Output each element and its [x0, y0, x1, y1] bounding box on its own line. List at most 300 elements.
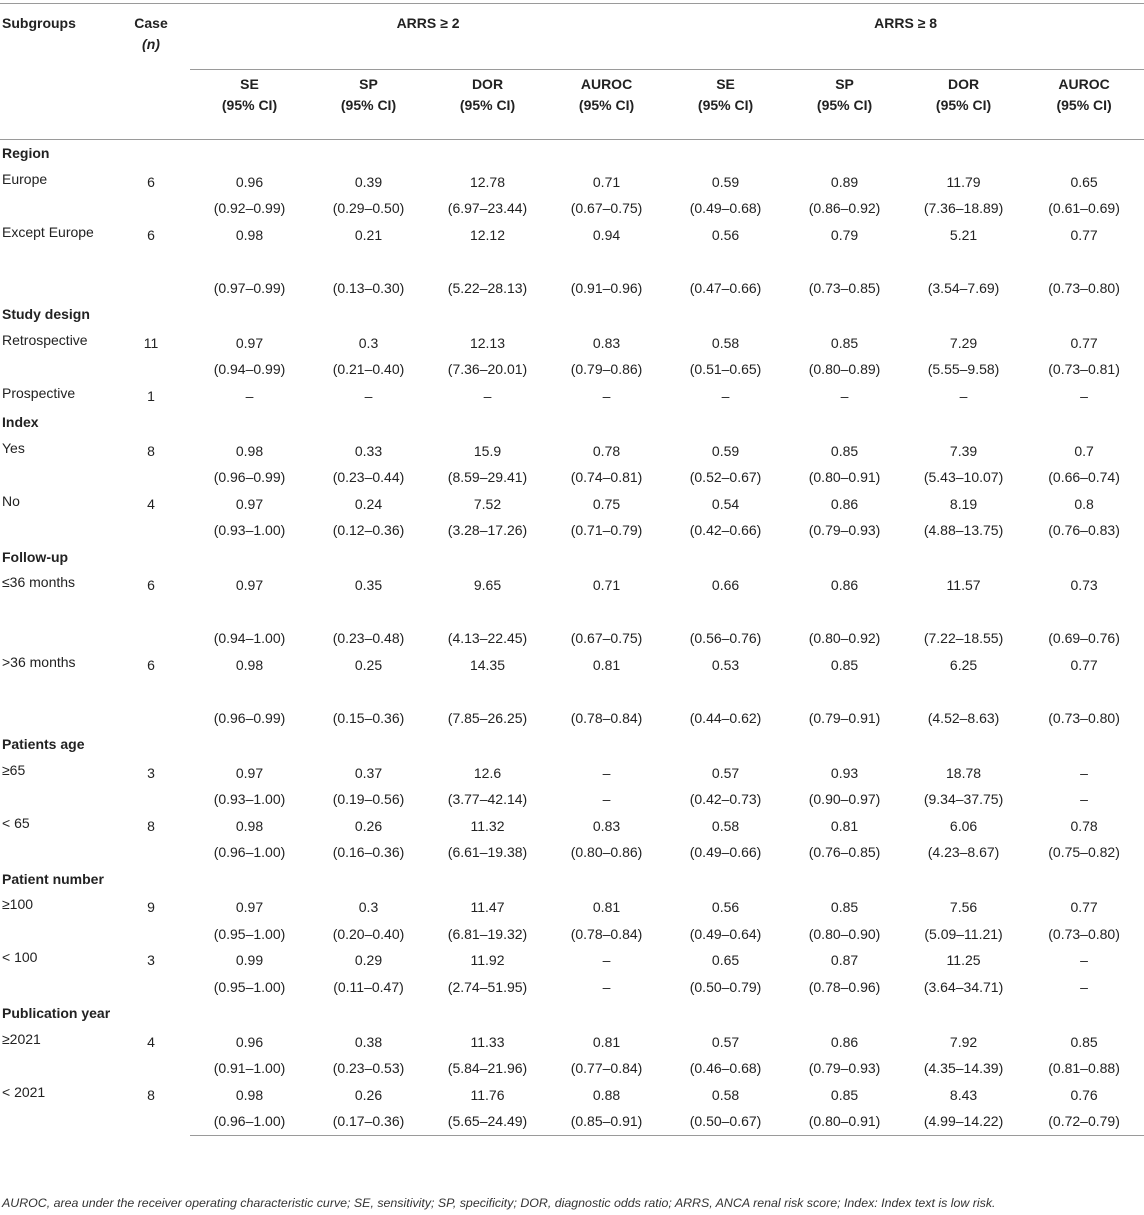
table-row [0, 813, 1144, 840]
header-metric-auroc-2 [1023, 70, 1144, 140]
ci-cell: (0.73–0.80) [1048, 709, 1120, 726]
value-cell: 0.96 [235, 173, 264, 190]
spacer-cell [785, 678, 904, 705]
section-spacer [112, 301, 1144, 330]
ci-cell: (6.81–19.32) [447, 925, 528, 942]
ci-cell: (5.84–21.96) [447, 1060, 528, 1076]
value-cell: 0.97 [235, 764, 264, 781]
spacer-cell [309, 248, 428, 275]
spacer-cell [1023, 248, 1144, 275]
ci-cell: (0.49–0.66) [689, 844, 762, 860]
ci-cell: (0.71–0.79) [570, 522, 643, 538]
ci-cell: (0.73–0.80) [1048, 279, 1120, 296]
value-cell: 0.65 [711, 952, 740, 968]
table-body [0, 140, 1144, 1136]
row-label: < 65 [2, 814, 30, 831]
value-cell: 0.97 [235, 495, 264, 512]
value-cell: 0.97 [235, 577, 264, 593]
row-case: 3 [147, 764, 155, 781]
value-cell: 0.88 [592, 1086, 621, 1103]
row-case: 8 [147, 442, 155, 459]
ci-cell: (5.65–24.49) [428, 1108, 547, 1135]
value-cell: 0.81 [592, 899, 621, 915]
value-cell: 0.79 [830, 226, 859, 243]
value-cell: 18.78 [946, 764, 982, 781]
header-metric-se-2 [666, 70, 785, 140]
metric-ci-label: (95% CI) [1056, 97, 1112, 113]
section-spacer [112, 409, 1144, 438]
row-label: No [2, 492, 20, 509]
value-cell: – [602, 764, 611, 781]
spacer-cell [428, 599, 547, 626]
value-cell: 7.56 [949, 899, 978, 915]
ci-cell: (0.80–0.91) [808, 469, 881, 485]
ci-cell: (7.22–18.55) [923, 630, 1004, 646]
ci-cell: (0.75–0.82) [1048, 844, 1120, 860]
spacer-cell [309, 599, 428, 626]
section-label: Region [2, 145, 50, 161]
ci-cell: (3.64–34.71) [923, 978, 1004, 995]
section-label: Patients age [2, 736, 85, 752]
ci-cell: (0.78–0.84) [570, 709, 643, 726]
section-label: Patient number [2, 870, 104, 887]
table-row [0, 438, 1144, 465]
metric-ci-label: (95% CI) [578, 97, 635, 113]
value-cell: 11.57 [946, 577, 981, 593]
row-label: Retrospective [2, 331, 88, 348]
value-cell: 0.86 [830, 495, 859, 512]
metric-label: SE [240, 76, 259, 92]
spacer-cell [547, 678, 666, 705]
value-cell: 0.65 [1070, 173, 1098, 190]
spacer-cell [904, 678, 1023, 705]
value-cell: 0.3 [358, 334, 379, 351]
table-row [0, 572, 1144, 599]
value-cell: – [602, 952, 611, 968]
value-cell: – [245, 387, 254, 404]
ci-cell: (0.23–0.48) [332, 630, 405, 646]
ci-cell: (0.96–0.99) [213, 709, 286, 726]
spacer-cell [1023, 678, 1144, 705]
table-row [0, 491, 1144, 518]
table-row [0, 947, 1144, 974]
ci-cell: (0.29–0.50) [332, 200, 405, 216]
value-cell: 0.57 [711, 764, 740, 781]
row-case: 4 [147, 495, 155, 512]
section-row [0, 866, 1144, 895]
ci-cell: (0.12–0.36) [332, 522, 405, 538]
value-cell: – [602, 387, 611, 404]
section-row [0, 544, 1144, 573]
ci-cell: (0.80–0.91) [785, 1108, 904, 1135]
section-row [0, 731, 1144, 760]
metric-label: SP [835, 76, 854, 92]
ci-cell: (4.13–22.45) [447, 630, 528, 646]
ci-cell: (0.94–0.99) [213, 361, 286, 377]
row-label: < 2021 [2, 1083, 46, 1100]
ci-cell: (0.67–0.75) [570, 630, 643, 646]
spacer-cell [190, 599, 309, 626]
ci-cell: (3.28–17.26) [447, 522, 528, 538]
ci-cell: (0.50–0.79) [689, 978, 762, 995]
row-label: >36 months [2, 653, 76, 670]
value-cell: 0.83 [592, 334, 621, 351]
header-metric-auroc-1 [547, 70, 666, 140]
ci-cell: (0.44–0.62) [689, 709, 762, 726]
ci-cell: (0.73–0.85) [808, 279, 881, 296]
value-cell: 0.85 [830, 1086, 859, 1103]
value-cell: – [1080, 387, 1088, 404]
value-cell: 7.29 [949, 334, 978, 351]
ci-cell: (0.15–0.36) [332, 709, 405, 726]
row-case: 4 [147, 1033, 155, 1050]
subgroup-analysis-table [0, 3, 1144, 1136]
value-cell: 0.77 [1070, 656, 1098, 673]
section-row [0, 1000, 1144, 1029]
value-cell: 6.25 [949, 656, 978, 673]
ci-cell: (6.97–23.44) [447, 200, 528, 216]
value-cell: 0.58 [711, 334, 740, 351]
value-cell: 0.93 [830, 764, 859, 781]
ci-cell: (7.85–26.25) [447, 709, 528, 726]
value-cell: 0.81 [830, 817, 859, 834]
section-label: Index [2, 414, 39, 430]
value-cell: 0.25 [354, 656, 383, 673]
ci-cell: (5.55–9.58) [927, 361, 1000, 377]
ci-cell: (0.47–0.66) [689, 279, 762, 296]
row-case: 6 [147, 173, 155, 190]
ci-cell: (0.11–0.47) [333, 978, 404, 995]
value-cell: 0.85 [830, 334, 859, 351]
header-group-arrs8: ARRS ≥ 8 [666, 4, 1144, 70]
value-cell: 7.92 [949, 1033, 978, 1050]
ci-cell: (7.36–18.89) [923, 200, 1004, 216]
ci-cell: (4.23–8.67) [927, 844, 1000, 860]
value-cell: 0.56 [711, 899, 740, 915]
row-label: Europe [2, 170, 48, 187]
ci-cell: (0.93–1.00) [213, 791, 286, 807]
value-cell: 0.53 [711, 656, 740, 673]
value-cell: 12.12 [469, 226, 506, 243]
ci-cell: (0.95–1.00) [213, 978, 286, 995]
value-cell: 0.57 [711, 1033, 740, 1050]
value-cell: 0.26 [354, 1086, 383, 1103]
ci-cell: (0.73–0.81) [1048, 361, 1120, 377]
ci-cell: (0.93–1.00) [213, 522, 286, 538]
ci-cell: – [602, 978, 611, 995]
spacer-cell [190, 248, 309, 275]
value-cell: 0.71 [592, 173, 621, 190]
value-cell: 0.85 [1070, 1033, 1098, 1050]
spacer-cell [904, 248, 1023, 275]
value-cell: 0.85 [830, 442, 859, 459]
table-row [0, 169, 1144, 196]
table-row [0, 330, 1144, 357]
ci-cell: (0.96–0.99) [213, 469, 286, 485]
row-label: < 100 [2, 949, 38, 965]
row-label: ≥2021 [2, 1030, 41, 1047]
ci-cell: (5.09–11.21) [924, 925, 1003, 942]
value-cell: 0.58 [711, 1086, 740, 1103]
metric-label: SP [359, 76, 378, 92]
ci-cell: (0.67–0.75) [570, 200, 643, 216]
value-cell: 0.24 [354, 495, 383, 512]
value-cell: 0.81 [592, 656, 621, 673]
spacer-cell [309, 678, 428, 705]
section-row [0, 409, 1144, 438]
value-cell: – [364, 387, 373, 404]
value-cell: 0.94 [592, 226, 621, 243]
value-cell: 0.98 [235, 1086, 264, 1103]
value-cell: 6.06 [949, 817, 978, 834]
ci-cell: (5.43–10.07) [923, 469, 1004, 485]
ci-cell: (3.77–42.14) [447, 791, 528, 807]
ci-cell: (0.19–0.56) [332, 791, 405, 807]
value-cell: 0.85 [830, 899, 859, 915]
spacer-cell [785, 248, 904, 275]
section-row [0, 140, 1144, 169]
value-cell: 0.8 [1074, 495, 1094, 512]
header-metric-sp-1 [309, 70, 428, 140]
ci-cell: (7.36–20.01) [447, 361, 528, 377]
metric-label: SE [716, 76, 735, 92]
value-cell: 0.98 [235, 817, 264, 834]
ci-cell: (0.49–0.68) [689, 200, 762, 216]
header-case-n: (n) [142, 36, 160, 52]
value-cell: 8.43 [949, 1086, 978, 1103]
section-label: Publication year [2, 1005, 111, 1021]
ci-cell: (4.99–14.22) [904, 1108, 1023, 1135]
ci-cell: (0.42–0.73) [689, 791, 762, 807]
ci-cell: (0.85–0.91) [547, 1108, 666, 1135]
row-case: 6 [147, 226, 155, 243]
section-spacer [112, 731, 1144, 760]
table-row [0, 222, 1144, 249]
value-cell: 0.54 [711, 495, 740, 512]
ci-cell: (0.74–0.81) [570, 469, 643, 485]
ci-cell: (0.80–0.86) [570, 844, 643, 860]
ci-cell: (0.79–0.86) [570, 361, 643, 377]
value-cell: – [959, 387, 968, 404]
value-cell: 11.33 [470, 1033, 505, 1050]
ci-cell: (0.79–0.91) [808, 709, 881, 726]
header-subgroups: Subgroups [0, 4, 112, 140]
metric-label: DOR [947, 76, 980, 92]
ci-cell: (0.77–0.84) [570, 1060, 643, 1076]
value-cell: 0.58 [711, 817, 740, 834]
section-spacer [112, 1000, 1144, 1029]
header-group-arrs2: ARRS ≥ 2 [190, 4, 666, 70]
ci-cell: (4.35–14.39) [923, 1060, 1004, 1076]
ci-cell: (0.78–0.96) [808, 978, 881, 995]
value-cell: 0.98 [235, 226, 264, 243]
row-label: Prospective [2, 384, 76, 401]
ci-cell: – [1080, 791, 1088, 807]
value-cell: 0.75 [592, 495, 621, 512]
spacer-cell [904, 599, 1023, 626]
ci-cell: (0.69–0.76) [1048, 630, 1120, 646]
ci-cell: (6.61–19.38) [447, 844, 528, 860]
ci-cell: (0.96–1.00) [213, 844, 286, 860]
value-cell: 0.87 [830, 952, 859, 968]
value-cell: 7.52 [473, 495, 502, 512]
value-cell: 8.19 [949, 495, 978, 512]
ci-cell: (0.79–0.93) [808, 1060, 881, 1076]
ci-cell: (0.23–0.44) [332, 469, 405, 485]
ci-cell: (0.80–0.90) [808, 925, 881, 942]
value-cell: – [1080, 952, 1088, 968]
value-cell: 12.13 [469, 334, 506, 351]
spacer-cell [1023, 599, 1144, 626]
ci-cell: (0.92–0.99) [213, 200, 286, 216]
ci-cell: (0.81–0.88) [1048, 1060, 1120, 1076]
section-label: Follow-up [2, 548, 69, 565]
table-row [0, 894, 1144, 921]
row-label: Except Europe [2, 223, 94, 240]
ci-cell: (0.61–0.69) [1048, 200, 1120, 216]
ci-cell: (4.52–8.63) [927, 709, 1000, 726]
ci-cell: (0.80–0.89) [808, 361, 881, 377]
table-row [0, 652, 1144, 679]
header-metric-sp-2 [785, 70, 904, 140]
ci-cell: (3.54–7.69) [927, 279, 1000, 296]
value-cell: 0.59 [711, 442, 740, 459]
value-cell: 0.7 [1074, 442, 1094, 459]
ci-cell: (0.91–0.96) [570, 279, 643, 296]
metric-label: DOR [471, 76, 504, 92]
row-label: Yes [2, 439, 25, 456]
value-cell: 0.29 [354, 952, 383, 968]
value-cell: 0.21 [354, 226, 383, 243]
spacer-cell [547, 248, 666, 275]
header-case-label: Case [134, 15, 168, 31]
value-cell: 7.39 [949, 442, 978, 459]
value-cell: 0.56 [711, 226, 740, 243]
table-row [0, 1082, 1144, 1109]
value-cell: 0.83 [592, 817, 621, 834]
ci-cell: – [1080, 978, 1088, 995]
value-cell: 12.6 [473, 764, 502, 781]
value-cell: 0.77 [1070, 226, 1098, 243]
value-cell: 0.99 [235, 952, 264, 968]
value-cell: 0.97 [235, 899, 264, 915]
section-spacer [112, 140, 1144, 169]
ci-cell: (0.94–1.00) [213, 630, 286, 646]
value-cell: 0.85 [830, 656, 859, 673]
row-case: 8 [147, 817, 155, 834]
ci-cell: (0.72–0.79) [1023, 1108, 1144, 1135]
ci-cell: (0.20–0.40) [332, 925, 405, 942]
ci-cell: (0.96–1.00) [190, 1108, 309, 1135]
value-cell: 0.26 [354, 817, 383, 834]
ci-cell: (4.88–13.75) [923, 522, 1004, 538]
value-cell: 0.71 [592, 577, 621, 593]
row-case: 9 [147, 899, 155, 915]
ci-cell: (2.74–51.95) [447, 978, 528, 995]
spacer-cell [428, 678, 547, 705]
row-case: 1 [147, 387, 155, 404]
section-spacer [112, 866, 1144, 895]
value-cell: 11.92 [470, 952, 505, 968]
value-cell: – [483, 387, 492, 404]
value-cell: 0.96 [235, 1033, 264, 1050]
value-cell: 0.86 [830, 1033, 859, 1050]
value-cell: 0.98 [235, 656, 264, 673]
value-cell: 0.38 [354, 1033, 383, 1050]
value-cell: 12.78 [469, 173, 506, 190]
ci-cell: (0.76–0.85) [808, 844, 881, 860]
value-cell: 0.73 [1070, 577, 1098, 593]
ci-cell: (0.80–0.92) [808, 630, 881, 646]
value-cell: 0.39 [354, 173, 383, 190]
value-cell: 11.25 [946, 952, 981, 968]
row-case: 11 [143, 334, 159, 351]
value-cell: 0.37 [354, 764, 383, 781]
spacer-cell [666, 599, 785, 626]
value-cell: 0.81 [592, 1033, 621, 1050]
ci-cell: (0.97–0.99) [213, 279, 286, 296]
ci-cell: (0.16–0.36) [332, 844, 405, 860]
row-label: ≥100 [2, 896, 34, 912]
value-cell: 0.3 [358, 899, 379, 915]
ci-cell: – [602, 791, 611, 807]
ci-cell: (0.78–0.84) [570, 925, 643, 942]
ci-cell: (0.51–0.65) [689, 361, 762, 377]
ci-cell: (0.13–0.30) [332, 279, 405, 296]
value-cell: 11.79 [946, 173, 981, 190]
row-case: 3 [147, 952, 155, 968]
value-cell: 0.35 [354, 577, 383, 593]
value-cell: 0.86 [830, 577, 859, 593]
value-cell: 0.76 [1070, 1086, 1098, 1103]
metric-label: AUROC [580, 76, 633, 92]
ci-cell: (5.22–28.13) [447, 279, 528, 296]
table-footnote: AUROC, area under the receiver operating characteristic curve; SE, sensitivity; SP, specificity; DOR, diagnostic odds ratio; ARRS, ANCA renal risk score; Index: Index text is low risk. [2, 1196, 996, 1210]
spacer-cell [190, 678, 309, 705]
metric-ci-label: (95% CI) [340, 97, 397, 113]
table-row [0, 383, 1144, 410]
value-cell: 0.59 [711, 173, 740, 190]
ci-cell: (0.21–0.40) [332, 361, 405, 377]
ci-cell: (8.59–29.41) [447, 469, 528, 485]
value-cell: 0.33 [354, 442, 383, 459]
ci-cell: (0.73–0.80) [1048, 925, 1120, 942]
ci-cell: (0.56–0.76) [689, 630, 762, 646]
ci-cell: (0.23–0.53) [332, 1060, 405, 1076]
ci-cell: (0.66–0.74) [1048, 469, 1120, 485]
ci-cell: (9.34–37.75) [923, 791, 1004, 807]
header-metric-dor-2 [904, 70, 1023, 140]
value-cell: 9.65 [473, 577, 502, 593]
header-case [112, 4, 190, 140]
value-cell: 14.35 [469, 656, 506, 673]
row-case: 8 [147, 1086, 155, 1103]
value-cell: 11.32 [470, 817, 505, 834]
value-cell: 0.89 [830, 173, 859, 190]
value-cell: – [1080, 764, 1088, 781]
metric-label: AUROC [1058, 76, 1110, 92]
spacer-cell [666, 678, 785, 705]
metric-ci-label: (95% CI) [459, 97, 516, 113]
value-cell: 0.66 [711, 577, 740, 593]
value-cell: 11.76 [470, 1086, 505, 1103]
ci-cell: (0.79–0.93) [808, 522, 881, 538]
header-metric-dor-1 [428, 70, 547, 140]
value-cell: 0.78 [1070, 817, 1098, 834]
ci-cell: (0.17–0.36) [309, 1108, 428, 1135]
ci-cell: (0.46–0.68) [689, 1060, 762, 1076]
ci-cell: (0.86–0.92) [808, 200, 881, 216]
